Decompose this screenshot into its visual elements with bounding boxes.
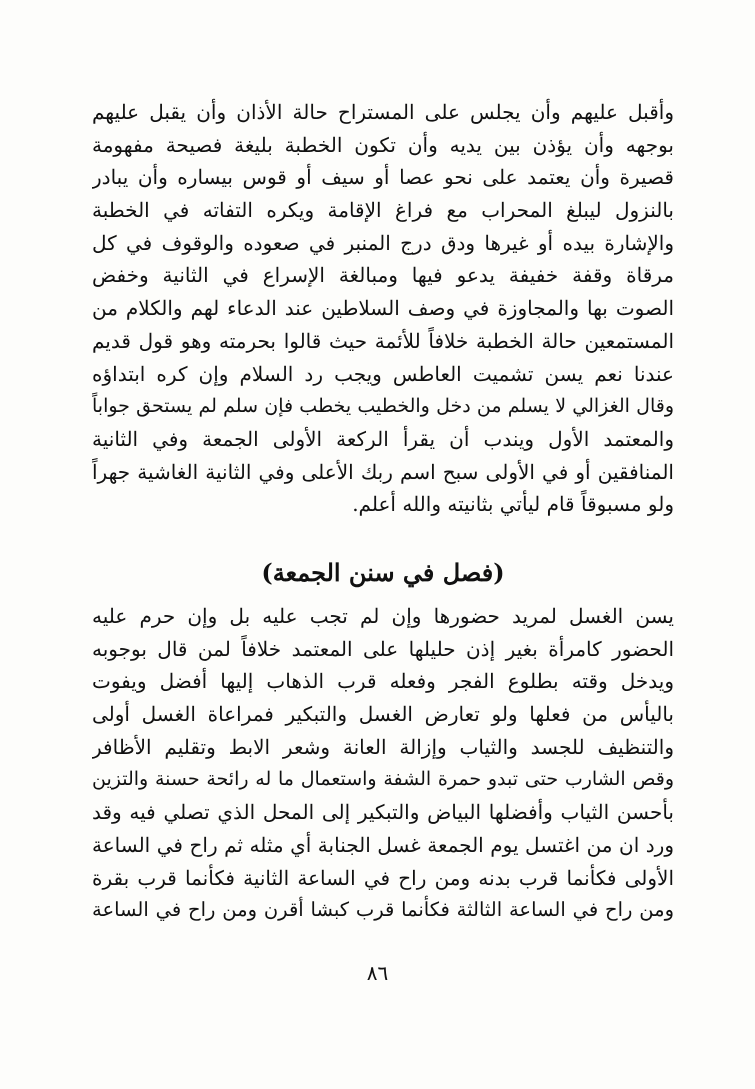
text-line: المنافقين أو في الأولى سبح اسم ربك الأعلى وفي الثانية الغاشية جهراً	[92, 459, 674, 484]
text-line: بأحسن الثياب وأفضلها البياض والتبكير إلى المحل الذي تصلي فيه وقد	[92, 800, 674, 825]
text-line: والتنظيف للجسد والثياب وإزالة العانة وشعر الابط وتقليم الأظافر	[92, 734, 674, 759]
text-line: وأقبل عليهم وأن يجلس على المستراح حالة الأذان وأن يقبل عليهم	[92, 100, 674, 124]
paragraph-continued	[92, 96, 674, 521]
text-line: عندنا نعم يسن تشميت العاطس ويجب رد السلام وإن كره ابتداؤه	[92, 361, 674, 386]
text-line: الأولى فكأنما قرب بدنه ومن راح في الساعة الثانية فكأنما قرب بقرة	[92, 865, 674, 890]
text-line: باليأس من فعلها ولو تعارض الغسل والتبكير فمراعاة الغسل أولى	[92, 702, 674, 727]
text-line: ويدخل وقته بطلوع الفجر وفعله قرب الذهاب إليها أفضل ويفوت	[92, 669, 674, 694]
text-line: ومن راح في الساعة الثالثة فكأنما قرب كبشا أقرن ومن راح في الساعة	[92, 898, 674, 922]
text-line: وقص الشارب حتى تبدو حمرة الشفة واستعمال ما له رائحة حسنة والتزين	[92, 768, 674, 791]
text-line: يسن الغسل لمريد حضورها وإن لم تجب عليه بل وإن حرم عليه	[92, 604, 674, 628]
text-line: ولو مسبوقاً قام ليأتي بثانيته والله أعلم.	[352, 492, 674, 517]
text-line: والإشارة بيده أو غيرها ودق درج المنبر في صعوده والوقوف في كل	[92, 230, 674, 255]
page-number: ٨٦	[366, 961, 389, 985]
text-line: المستمعين حالة الخطبة خلافاً للأئمة حيث قالوا بحرمته وهو قول قديم	[92, 328, 674, 353]
text-line: بالنزول ليبلغ المحراب مع فراغ الإقامة ويكره التفاته في الخطبة	[92, 198, 674, 223]
text-line: قصيرة وأن يعتمد على نحو عصا أو سيف أو قوس بيساره وأن يبادر	[92, 165, 674, 190]
paragraph-friday-sunnahs	[92, 600, 674, 927]
text-line: ورد ان من اغتسل يوم الجمعة غسل الجنابة أي مثله ثم راح في الساعة	[92, 832, 674, 857]
text-line: مرقاة وقفة خفيفة يدعو فيها ومبالغة الإسراع في الثانية وخفض	[92, 263, 674, 288]
section-heading: (فصل في سنن الجمعة)	[261, 558, 505, 587]
text-line: الصوت بها والمجاوزة في وصف السلاطين عند الدعاء لهم والكلام من	[92, 296, 674, 321]
text-line: بوجهه وأن يؤذن بين يديه وأن تكون الخطبة بليغة فصيحة مفهومة	[92, 132, 674, 157]
text-line: الحضور كامرأة بغير إذن حليلها على المعتمد خلافاً لمن قال بوجوبه	[92, 636, 674, 661]
text-line: والمعتمد الأول ويندب أن يقرأ الركعة الأولى الجمعة وفي الثانية	[92, 426, 674, 451]
text-line: وقال الغزالي لا يسلم من دخل والخطيب يخطب فإن سلم لم يستحق جواباً	[92, 395, 674, 418]
